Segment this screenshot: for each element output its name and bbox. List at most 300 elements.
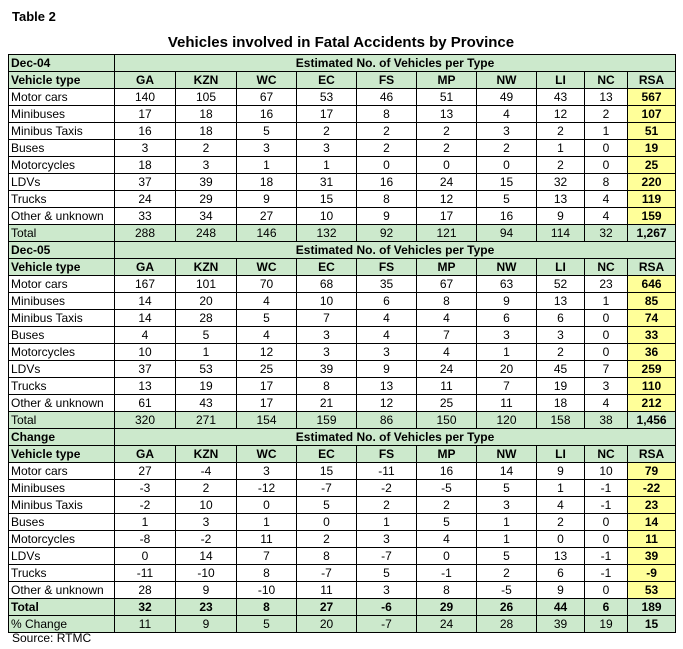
- total-label: Total: [9, 225, 115, 242]
- cell-value: 1: [115, 514, 176, 531]
- vehicle-type-label: Other & unknown: [9, 208, 115, 225]
- cell-value: 5: [357, 565, 417, 582]
- cell-value: 0: [115, 548, 176, 565]
- cell-value: 6: [537, 310, 585, 327]
- cell-value: 15: [297, 191, 357, 208]
- vehicle-type-label: Motorcycles: [9, 531, 115, 548]
- table-row: [9, 276, 676, 293]
- cell-value: 0: [237, 497, 297, 514]
- cell-value: 3: [477, 123, 537, 140]
- vehicle-type-header: Vehicle type: [9, 72, 115, 89]
- total-value: 44: [537, 599, 585, 616]
- cell-value: 63: [477, 276, 537, 293]
- cell-value: 10: [115, 344, 176, 361]
- cell-value: 3: [237, 140, 297, 157]
- total-value: 94: [477, 225, 537, 242]
- vehicle-type-label: Minibuses: [9, 293, 115, 310]
- cell-value: 110: [628, 378, 676, 395]
- column-header-wc: WC: [237, 72, 297, 89]
- total-value: 150: [417, 412, 477, 429]
- cell-value: 3: [357, 344, 417, 361]
- cell-value: 2: [537, 344, 585, 361]
- column-header-mp: MP: [417, 259, 477, 276]
- vehicle-type-header: Vehicle type: [9, 446, 115, 463]
- cell-value: 140: [115, 89, 176, 106]
- cell-value: 7: [237, 548, 297, 565]
- cell-value: 6: [357, 293, 417, 310]
- percent-change-value: 20: [297, 616, 357, 633]
- cell-value: 5: [237, 123, 297, 140]
- column-header-rsa: RSA: [628, 446, 676, 463]
- cell-value: -4: [176, 463, 237, 480]
- column-header-nw: NW: [477, 72, 537, 89]
- cell-value: 107: [628, 106, 676, 123]
- cell-value: 53: [176, 361, 237, 378]
- table-row: [9, 514, 676, 531]
- cell-value: 0: [585, 344, 628, 361]
- cell-value: -10: [237, 582, 297, 599]
- percent-change-value: 24: [417, 616, 477, 633]
- section-header-row: [9, 55, 676, 72]
- page-title: Vehicles involved in Fatal Accidents by Province: [167, 34, 515, 51]
- section-label: Change: [9, 429, 115, 446]
- cell-value: 220: [628, 174, 676, 191]
- cell-value: 18: [537, 395, 585, 412]
- cell-value: 4: [477, 106, 537, 123]
- cell-value: 2: [417, 497, 477, 514]
- cell-value: 37: [115, 174, 176, 191]
- cell-value: 2: [297, 123, 357, 140]
- cell-value: 17: [297, 106, 357, 123]
- cell-value: 61: [115, 395, 176, 412]
- cell-value: 5: [477, 480, 537, 497]
- column-header-nw: NW: [477, 259, 537, 276]
- vehicle-type-label: Minibus Taxis: [9, 497, 115, 514]
- cell-value: 5: [237, 310, 297, 327]
- total-value: 189: [628, 599, 676, 616]
- cell-value: 1: [176, 344, 237, 361]
- cell-value: 8: [585, 174, 628, 191]
- cell-value: 67: [417, 276, 477, 293]
- vehicle-type-label: LDVs: [9, 174, 115, 191]
- cell-value: 13: [357, 378, 417, 395]
- section-label: Dec-04: [9, 55, 115, 72]
- cell-value: 27: [237, 208, 297, 225]
- cell-value: 8: [297, 548, 357, 565]
- cell-value: 53: [628, 582, 676, 599]
- cell-value: 28: [115, 582, 176, 599]
- total-value: 159: [297, 412, 357, 429]
- table-row: [9, 89, 676, 106]
- cell-value: 3: [357, 582, 417, 599]
- cell-value: 52: [537, 276, 585, 293]
- cell-value: 0: [417, 548, 477, 565]
- cell-value: 19: [176, 378, 237, 395]
- table-row: [9, 582, 676, 599]
- total-value: 27: [297, 599, 357, 616]
- cell-value: 4: [357, 310, 417, 327]
- cell-value: 23: [628, 497, 676, 514]
- cell-value: 43: [176, 395, 237, 412]
- table-row: [9, 106, 676, 123]
- vehicle-type-label: LDVs: [9, 361, 115, 378]
- cell-value: -10: [176, 565, 237, 582]
- cell-value: 8: [357, 106, 417, 123]
- cell-value: 21: [297, 395, 357, 412]
- cell-value: 5: [477, 548, 537, 565]
- table-row: [9, 293, 676, 310]
- group-header: Estimated No. of Vehicles per Type: [115, 242, 676, 259]
- cell-value: 13: [585, 89, 628, 106]
- cell-value: 9: [176, 582, 237, 599]
- cell-value: 25: [628, 157, 676, 174]
- cell-value: 646: [628, 276, 676, 293]
- cell-value: -5: [477, 582, 537, 599]
- cell-value: 23: [585, 276, 628, 293]
- column-header-kzn: KZN: [176, 446, 237, 463]
- column-header-ga: GA: [115, 259, 176, 276]
- cell-value: 1: [297, 157, 357, 174]
- cell-value: 39: [176, 174, 237, 191]
- vehicle-type-label: Buses: [9, 514, 115, 531]
- cell-value: 9: [357, 361, 417, 378]
- cell-value: 1: [585, 293, 628, 310]
- cell-value: 8: [357, 191, 417, 208]
- cell-value: 2: [357, 123, 417, 140]
- percent-change-value: 19: [585, 616, 628, 633]
- cell-value: 2: [176, 480, 237, 497]
- table-row: [9, 191, 676, 208]
- table-row: [9, 395, 676, 412]
- cell-value: 34: [176, 208, 237, 225]
- column-header-fs: FS: [357, 259, 417, 276]
- cell-value: 567: [628, 89, 676, 106]
- cell-value: 101: [176, 276, 237, 293]
- cell-value: 7: [477, 378, 537, 395]
- cell-value: 16: [115, 123, 176, 140]
- cell-value: -2: [357, 480, 417, 497]
- column-header-ec: EC: [297, 446, 357, 463]
- cell-value: 4: [585, 191, 628, 208]
- cell-value: 3: [477, 327, 537, 344]
- column-header-ec: EC: [297, 259, 357, 276]
- cell-value: -1: [585, 480, 628, 497]
- total-value: 8: [237, 599, 297, 616]
- total-value: 86: [357, 412, 417, 429]
- column-header-mp: MP: [417, 72, 477, 89]
- cell-value: 2: [477, 140, 537, 157]
- total-value: 23: [176, 599, 237, 616]
- cell-value: 68: [297, 276, 357, 293]
- vehicle-type-label: LDVs: [9, 548, 115, 565]
- cell-value: -1: [585, 565, 628, 582]
- cell-value: 2: [537, 123, 585, 140]
- total-value: 1,267: [628, 225, 676, 242]
- total-value: 121: [417, 225, 477, 242]
- cell-value: 7: [417, 327, 477, 344]
- cell-value: 2: [417, 123, 477, 140]
- cell-value: 0: [585, 531, 628, 548]
- cell-value: 0: [357, 157, 417, 174]
- cell-value: 28: [176, 310, 237, 327]
- cell-value: 3: [297, 344, 357, 361]
- column-header-kzn: KZN: [176, 259, 237, 276]
- cell-value: 85: [628, 293, 676, 310]
- cell-value: 79: [628, 463, 676, 480]
- cell-value: -7: [297, 480, 357, 497]
- cell-value: 9: [537, 463, 585, 480]
- cell-value: 16: [417, 463, 477, 480]
- percent-change-value: 28: [477, 616, 537, 633]
- cell-value: 8: [417, 293, 477, 310]
- vehicle-type-label: Buses: [9, 327, 115, 344]
- table-row: [9, 378, 676, 395]
- cell-value: 17: [237, 378, 297, 395]
- cell-value: 18: [176, 106, 237, 123]
- vehicle-type-label: Minibus Taxis: [9, 123, 115, 140]
- vehicle-type-label: Minibuses: [9, 480, 115, 497]
- cell-value: 4: [417, 344, 477, 361]
- cell-value: 0: [585, 514, 628, 531]
- cell-value: 1: [537, 140, 585, 157]
- cell-value: 9: [477, 293, 537, 310]
- cell-value: 4: [585, 395, 628, 412]
- vehicles-table: [8, 54, 676, 633]
- cell-value: 0: [585, 310, 628, 327]
- cell-value: 29: [176, 191, 237, 208]
- cell-value: 36: [628, 344, 676, 361]
- percent-change-value: -7: [357, 616, 417, 633]
- cell-value: 43: [537, 89, 585, 106]
- cell-value: 3: [585, 378, 628, 395]
- cell-value: 39: [628, 548, 676, 565]
- cell-value: 119: [628, 191, 676, 208]
- cell-value: 4: [537, 497, 585, 514]
- cell-value: -2: [115, 497, 176, 514]
- table-row: [9, 157, 676, 174]
- cell-value: 37: [115, 361, 176, 378]
- cell-value: 14: [628, 514, 676, 531]
- table-row: [9, 361, 676, 378]
- vehicle-type-label: Motor cars: [9, 89, 115, 106]
- cell-value: -5: [417, 480, 477, 497]
- total-value: 114: [537, 225, 585, 242]
- total-value: 320: [115, 412, 176, 429]
- cell-value: 8: [237, 565, 297, 582]
- cell-value: 12: [357, 395, 417, 412]
- cell-value: 159: [628, 208, 676, 225]
- section-label: Dec-05: [9, 242, 115, 259]
- cell-value: 10: [585, 463, 628, 480]
- cell-value: 0: [585, 582, 628, 599]
- percent-change-label: % Change: [9, 616, 115, 633]
- column-header-li: LI: [537, 72, 585, 89]
- column-header-wc: WC: [237, 446, 297, 463]
- cell-value: -8: [115, 531, 176, 548]
- cell-value: 14: [115, 293, 176, 310]
- cell-value: 17: [417, 208, 477, 225]
- column-header-nw: NW: [477, 446, 537, 463]
- cell-value: 9: [237, 191, 297, 208]
- total-value: 154: [237, 412, 297, 429]
- column-header-fs: FS: [357, 446, 417, 463]
- cell-value: 67: [237, 89, 297, 106]
- column-header-row: [9, 446, 676, 463]
- cell-value: 25: [417, 395, 477, 412]
- table-row: [9, 548, 676, 565]
- total-row: [9, 412, 676, 429]
- cell-value: 15: [297, 463, 357, 480]
- cell-value: 24: [417, 361, 477, 378]
- table-row: [9, 463, 676, 480]
- cell-value: 4: [585, 208, 628, 225]
- total-value: 1,456: [628, 412, 676, 429]
- cell-value: 25: [237, 361, 297, 378]
- column-header-wc: WC: [237, 259, 297, 276]
- cell-value: 2: [297, 531, 357, 548]
- cell-value: -7: [297, 565, 357, 582]
- vehicle-type-label: Trucks: [9, 378, 115, 395]
- total-value: -6: [357, 599, 417, 616]
- cell-value: 1: [477, 531, 537, 548]
- percent-change-row: [9, 616, 676, 633]
- column-header-li: LI: [537, 259, 585, 276]
- total-value: 132: [297, 225, 357, 242]
- column-header-nc: NC: [585, 72, 628, 89]
- cell-value: 13: [417, 106, 477, 123]
- cell-value: 1: [477, 514, 537, 531]
- cell-value: 4: [357, 327, 417, 344]
- group-header: Estimated No. of Vehicles per Type: [115, 55, 676, 72]
- cell-value: 17: [115, 106, 176, 123]
- cell-value: 18: [237, 174, 297, 191]
- cell-value: 16: [357, 174, 417, 191]
- cell-value: 10: [297, 293, 357, 310]
- cell-value: 18: [176, 123, 237, 140]
- cell-value: 3: [297, 140, 357, 157]
- table-row: [9, 565, 676, 582]
- total-row: [9, 225, 676, 242]
- total-value: 29: [417, 599, 477, 616]
- cell-value: -9: [628, 565, 676, 582]
- table-row: [9, 310, 676, 327]
- vehicle-type-label: Minibuses: [9, 106, 115, 123]
- cell-value: 10: [297, 208, 357, 225]
- vehicle-type-label: Motorcycles: [9, 157, 115, 174]
- cell-value: -1: [417, 565, 477, 582]
- cell-value: 9: [537, 582, 585, 599]
- cell-value: 18: [115, 157, 176, 174]
- vehicle-type-label: Motorcycles: [9, 344, 115, 361]
- cell-value: 11: [237, 531, 297, 548]
- cell-value: 46: [357, 89, 417, 106]
- table-row: [9, 174, 676, 191]
- cell-value: 2: [357, 497, 417, 514]
- cell-value: 3: [176, 157, 237, 174]
- cell-value: 53: [297, 89, 357, 106]
- cell-value: 0: [477, 157, 537, 174]
- cell-value: 105: [176, 89, 237, 106]
- column-header-nc: NC: [585, 259, 628, 276]
- cell-value: 14: [477, 463, 537, 480]
- cell-value: 13: [537, 191, 585, 208]
- total-label: Total: [9, 599, 115, 616]
- total-value: 248: [176, 225, 237, 242]
- cell-value: 16: [477, 208, 537, 225]
- vehicle-type-label: Motor cars: [9, 463, 115, 480]
- cell-value: 13: [115, 378, 176, 395]
- cell-value: 11: [628, 531, 676, 548]
- cell-value: 20: [176, 293, 237, 310]
- cell-value: 51: [417, 89, 477, 106]
- cell-value: 4: [417, 310, 477, 327]
- cell-value: 7: [585, 361, 628, 378]
- cell-value: 33: [628, 327, 676, 344]
- cell-value: 31: [297, 174, 357, 191]
- table-row: [9, 327, 676, 344]
- cell-value: 7: [297, 310, 357, 327]
- section-header-row: [9, 429, 676, 446]
- cell-value: 32: [537, 174, 585, 191]
- cell-value: 20: [477, 361, 537, 378]
- table-row: [9, 140, 676, 157]
- column-header-row: [9, 259, 676, 276]
- cell-value: 1: [237, 157, 297, 174]
- total-value: 6: [585, 599, 628, 616]
- cell-value: 167: [115, 276, 176, 293]
- table-row: [9, 208, 676, 225]
- table-row: [9, 123, 676, 140]
- table-row: [9, 531, 676, 548]
- column-header-fs: FS: [357, 72, 417, 89]
- percent-change-value: 39: [537, 616, 585, 633]
- percent-change-value: 15: [628, 616, 676, 633]
- cell-value: 11: [297, 582, 357, 599]
- total-label: Total: [9, 412, 115, 429]
- cell-value: 5: [297, 497, 357, 514]
- cell-value: 2: [537, 157, 585, 174]
- cell-value: 3: [477, 497, 537, 514]
- cell-value: 3: [115, 140, 176, 157]
- cell-value: 3: [176, 514, 237, 531]
- cell-value: 13: [537, 548, 585, 565]
- column-header-nc: NC: [585, 446, 628, 463]
- total-value: 158: [537, 412, 585, 429]
- cell-value: 3: [297, 327, 357, 344]
- cell-value: 70: [237, 276, 297, 293]
- cell-value: -11: [115, 565, 176, 582]
- cell-value: 45: [537, 361, 585, 378]
- column-header-mp: MP: [417, 446, 477, 463]
- cell-value: 3: [357, 531, 417, 548]
- cell-value: 12: [417, 191, 477, 208]
- column-header-row: [9, 72, 676, 89]
- cell-value: 24: [417, 174, 477, 191]
- group-header: Estimated No. of Vehicles per Type: [115, 429, 676, 446]
- cell-value: 1: [477, 344, 537, 361]
- total-row: [9, 599, 676, 616]
- cell-value: 1: [237, 514, 297, 531]
- column-header-ga: GA: [115, 72, 176, 89]
- cell-value: 2: [537, 514, 585, 531]
- total-value: 92: [357, 225, 417, 242]
- percent-change-value: 11: [115, 616, 176, 633]
- cell-value: 4: [417, 531, 477, 548]
- cell-value: -7: [357, 548, 417, 565]
- total-value: 120: [477, 412, 537, 429]
- cell-value: 2: [176, 140, 237, 157]
- percent-change-value: 9: [176, 616, 237, 633]
